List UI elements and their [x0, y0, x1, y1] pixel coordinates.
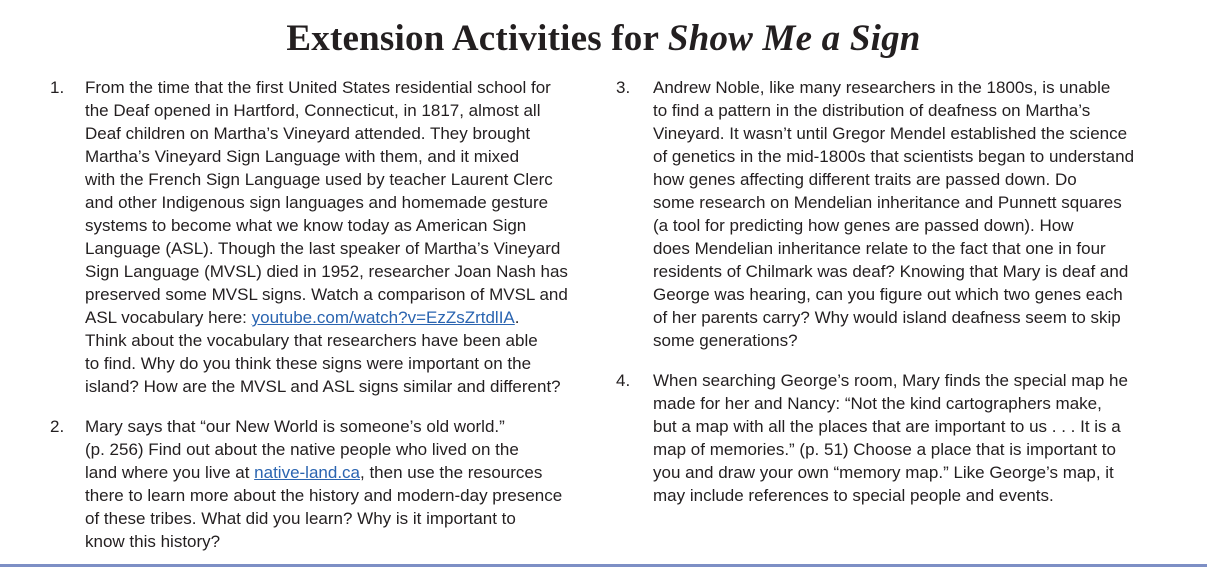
text-line: to find. Why do you think these signs were important on the: [85, 354, 532, 373]
text-line: some generations?: [653, 331, 798, 350]
text-line: some research on Mendelian inheritance and Punnett squares: [653, 193, 1122, 212]
link-suffix: .: [514, 308, 520, 327]
text-line: does Mendelian inheritance relate to the fact that one in four: [653, 239, 1106, 258]
text-line: but a map with all the places that are important to us . . . It is a: [653, 417, 1121, 436]
activity-item-1: [50, 76, 590, 396]
text-line-with-link: [85, 461, 562, 484]
text-line: of her parents carry? Why would island deafness seem to skip: [653, 308, 1121, 327]
text-line: (p. 256) Find out about the native people who lived on the: [85, 440, 519, 459]
text-line: may include references to special people and events.: [653, 486, 1054, 505]
activity-item-4: [616, 369, 1186, 509]
item-text: [85, 415, 562, 553]
bottom-divider: [0, 564, 1207, 567]
text-line: of genetics in the mid-1800s that scientists began to understand: [653, 147, 1135, 166]
text-line: island? How are the MVSL and ASL signs similar and different?: [85, 377, 561, 396]
text-line: Deaf children on Martha’s Vineyard attended. They brought: [85, 124, 531, 143]
text-line: From the time that the first United States residential school for: [85, 78, 551, 97]
text-line: of these tribes. What did you learn? Why is it important to: [85, 509, 516, 528]
text-line: Sign Language (MVSL) died in 1952, researcher Joan Nash has: [85, 262, 568, 281]
text-line: Andrew Noble, like many researchers in the 1800s, is unable: [653, 78, 1111, 97]
text-line: Martha’s Vineyard Sign Language with them, and it mixed: [85, 147, 520, 166]
link-prefix: ASL vocabulary here:: [85, 308, 252, 327]
text-line: with the French Sign Language used by teacher Laurent Clerc: [85, 170, 553, 189]
youtube-link[interactable]: youtube.com/watch?v=EzZsZrtdlIA: [251, 308, 515, 327]
item-number: 1.: [50, 78, 65, 97]
activity-item-2: [50, 415, 590, 555]
item-text: [653, 369, 1128, 507]
text-line: preserved some MVSL signs. Watch a comparison of MVSL and: [85, 285, 568, 304]
item-number: 3.: [616, 78, 631, 97]
item-number: 4.: [616, 371, 631, 390]
text-line: the Deaf opened in Hartford, Connecticut, in 1817, almost all: [85, 101, 541, 120]
item-text: [653, 76, 1134, 352]
text-line: When searching George’s room, Mary finds the special map he: [653, 371, 1128, 390]
text-line: made for her and Nancy: “Not the kind cartographers make,: [653, 394, 1102, 413]
text-line: know this history?: [85, 532, 221, 551]
page-title: [0, 14, 1207, 64]
item-number: 2.: [50, 417, 65, 436]
text-line: (a tool for predicting how genes are passed down). How: [653, 216, 1074, 235]
title-book-name: Show Me a Sign: [667, 18, 921, 59]
activity-item-3: [616, 76, 1186, 356]
text-line: how genes affecting different traits are passed down. Do: [653, 170, 1077, 189]
text-line: systems to become what we know today as American Sign: [85, 216, 527, 235]
text-line: Language (ASL). Though the last speaker of Martha’s Vineyard: [85, 239, 561, 258]
text-line: George was hearing, can you figure out which two genes each: [653, 285, 1123, 304]
text-line: there to learn more about the history and modern-day presence: [85, 486, 563, 505]
text-line: Vineyard. It wasn’t until Gregor Mendel established the science: [653, 124, 1128, 143]
text-line: Mary says that “our New World is someone’s old world.”: [85, 417, 505, 436]
text-line: and other Indigenous sign languages and homemade gesture: [85, 193, 549, 212]
text-line: residents of Chilmark was deaf? Knowing that Mary is deaf and: [653, 262, 1129, 281]
link-prefix: land where you live at: [85, 463, 255, 482]
item-text: [85, 76, 568, 398]
text-line: map of memories.” (p. 51) Choose a place that is important to: [653, 440, 1116, 459]
text-line-with-link: [85, 306, 568, 329]
title-main: Extension Activities for: [286, 18, 668, 59]
link-suffix: , then use the resources: [360, 463, 543, 482]
text-line: to find a pattern in the distribution of deafness on Martha’s: [653, 101, 1091, 120]
text-line: Think about the vocabulary that researchers have been able: [85, 331, 538, 350]
text-line: you and draw your own “memory map.” Like George’s map, it: [653, 463, 1114, 482]
native-land-link[interactable]: native-land.ca: [254, 463, 360, 482]
